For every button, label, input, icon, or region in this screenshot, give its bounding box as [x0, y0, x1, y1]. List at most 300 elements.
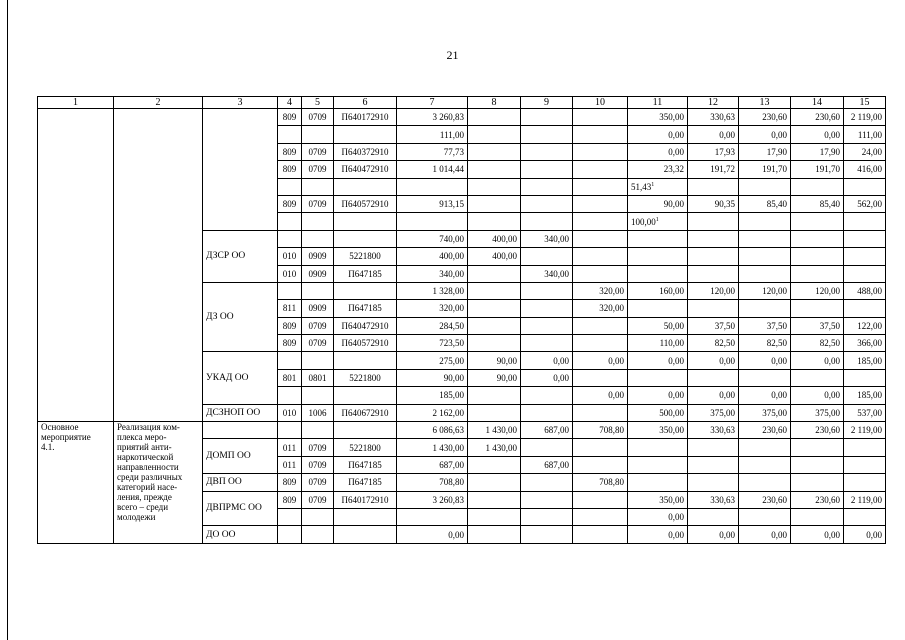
cell-value: 0,00 — [824, 355, 840, 366]
cell-col-9 — [521, 282, 573, 299]
cell-col-12 — [688, 404, 739, 421]
org-cell: ДСЗНОП ОО — [203, 404, 278, 421]
cell-value: 0,00 — [448, 529, 464, 540]
cell-value: 122,00 — [857, 320, 882, 331]
cell-col-5 — [302, 195, 334, 212]
cell-col-11 — [628, 474, 688, 491]
cell-col-10 — [573, 526, 628, 543]
cell-col-7 — [397, 526, 468, 543]
cell-col-15 — [844, 387, 886, 404]
cell-value: П640572910 — [341, 199, 389, 210]
header-col-6: 6 — [334, 97, 397, 109]
cell-value: 0,00 — [668, 529, 684, 540]
cell-col-14 — [791, 195, 844, 212]
cell-value: 230,60 — [815, 425, 840, 436]
cell-col-11 — [628, 300, 688, 317]
cell-value: 85,40 — [766, 199, 787, 210]
header-col-12: 12 — [688, 97, 739, 109]
cell-col-8 — [468, 265, 521, 282]
cell-value: 400,00 — [439, 251, 464, 262]
empty-cell — [203, 109, 278, 231]
cell-col-15 — [844, 143, 886, 160]
cell-col-5 — [302, 508, 334, 525]
cell-col-9 — [521, 404, 573, 421]
header-col-10: 10 — [573, 97, 628, 109]
cell-value: 90,00 — [443, 373, 464, 384]
cell-col-10 — [573, 422, 628, 439]
cell-col-8 — [468, 195, 521, 212]
cell-col-5 — [302, 213, 334, 230]
cell-col-14 — [791, 387, 844, 404]
activity-description-line: Реализация ком- — [117, 422, 180, 433]
cell-value: 90,00 — [496, 355, 517, 366]
cell-col-15 — [844, 109, 886, 126]
cell-col-10 — [573, 456, 628, 473]
empty-cell — [38, 109, 114, 422]
cell-value: 2 119,00 — [850, 112, 882, 123]
cell-col-13 — [739, 474, 791, 491]
cell-value: 1 430,00 — [432, 442, 464, 453]
cell-col-8 — [468, 369, 521, 386]
cell-col-12 — [688, 317, 739, 334]
cell-col-7 — [397, 456, 468, 473]
cell-col-9 — [521, 439, 573, 456]
cell-col-15 — [844, 317, 886, 334]
cell-value: 562,00 — [857, 199, 882, 210]
cell-col-5 — [302, 456, 334, 473]
cell-col-9 — [521, 195, 573, 212]
cell-value: 809 — [282, 146, 297, 157]
cell-col-14 — [791, 439, 844, 456]
cell-col-6 — [334, 526, 397, 543]
org-cell: ДВПРМС ОО — [203, 491, 278, 526]
cell-value: 801 — [282, 373, 297, 384]
cell-value: 350,00 — [659, 425, 684, 436]
cell-col-10 — [573, 474, 628, 491]
activity-description-line: направленности — [117, 462, 179, 473]
cell-col-10 — [573, 282, 628, 299]
cell-value: 0801 — [308, 373, 327, 384]
cell-value: 90,00 — [663, 199, 684, 210]
cell-value: 0,00 — [824, 390, 840, 401]
activity-description-line: всего – среди — [117, 502, 169, 513]
org-cell: ДВП ОО — [203, 474, 278, 491]
cell-value: 350,00 — [659, 494, 684, 505]
cell-col-12 — [688, 178, 739, 195]
cell-col-13 — [739, 387, 791, 404]
cell-value: 0709 — [308, 320, 327, 331]
cell-value: 811 — [282, 303, 297, 314]
cell-value: П640472910 — [341, 164, 389, 175]
cell-col-10 — [573, 213, 628, 230]
cell-value: 0,00 — [771, 355, 787, 366]
cell-col-9 — [521, 161, 573, 178]
cell-col-15 — [844, 491, 886, 508]
header-col-15: 15 — [844, 97, 886, 109]
cell-col-6 — [334, 369, 397, 386]
cell-col-14 — [791, 404, 844, 421]
cell-value: 330,63 — [710, 112, 735, 123]
cell-col-15 — [844, 282, 886, 299]
cell-value: П640572910 — [341, 338, 389, 349]
cell-value: 90,00 — [496, 373, 517, 384]
cell-col-13 — [739, 248, 791, 265]
cell-col-8 — [468, 404, 521, 421]
cell-col-13 — [739, 422, 791, 439]
cell-value: 0709 — [308, 442, 327, 453]
cell-value: 0,00 — [719, 355, 735, 366]
cell-col-12 — [688, 369, 739, 386]
org-cell: ДЗСР ОО — [203, 230, 278, 282]
cell-value: 50,00 — [663, 320, 684, 331]
cell-col-4 — [278, 404, 302, 421]
cell-col-8 — [468, 422, 521, 439]
cell-value: 185,00 — [857, 390, 882, 401]
cell-value: 0,00 — [668, 355, 684, 366]
cell-value: 120,00 — [762, 286, 787, 297]
cell-value: 51,43 — [631, 181, 652, 192]
page-margin-line — [7, 0, 8, 640]
cell-value: 0,00 — [668, 512, 684, 523]
cell-col-8 — [468, 508, 521, 525]
footnote-mark: 1 — [651, 181, 655, 188]
cell-col-12 — [688, 213, 739, 230]
cell-value: П640472910 — [341, 320, 389, 331]
cell-col-6 — [334, 248, 397, 265]
cell-col-13 — [739, 230, 791, 247]
cell-col-10 — [573, 109, 628, 126]
cell-col-6 — [334, 230, 397, 247]
cell-value: 340,00 — [439, 268, 464, 279]
cell-col-10 — [573, 369, 628, 386]
cell-col-14 — [791, 491, 844, 508]
cell-col-6 — [334, 474, 397, 491]
cell-value: 1 430,00 — [485, 425, 517, 436]
cell-col-13 — [739, 265, 791, 282]
cell-col-11 — [628, 282, 688, 299]
cell-col-7 — [397, 335, 468, 352]
cell-value: 275,00 — [439, 355, 464, 366]
cell-col-12 — [688, 126, 739, 143]
cell-col-15 — [844, 161, 886, 178]
cell-col-7 — [397, 178, 468, 195]
cell-value: 120,00 — [815, 286, 840, 297]
cell-col-13 — [739, 456, 791, 473]
cell-value: 0,00 — [771, 390, 787, 401]
cell-col-15 — [844, 195, 886, 212]
cell-col-9 — [521, 230, 573, 247]
activity-description-line: плекса меро- — [117, 432, 167, 443]
cell-col-10 — [573, 143, 628, 160]
cell-col-7 — [397, 404, 468, 421]
cell-col-7 — [397, 109, 468, 126]
cell-col-4 — [278, 317, 302, 334]
table-row — [38, 422, 886, 439]
cell-col-8 — [468, 230, 521, 247]
table-row — [38, 109, 886, 126]
cell-col-4 — [278, 422, 302, 439]
cell-col-5 — [302, 387, 334, 404]
cell-col-4 — [278, 109, 302, 126]
cell-col-11 — [628, 126, 688, 143]
cell-col-4 — [278, 352, 302, 369]
cell-col-9 — [521, 265, 573, 282]
cell-value: 1 014,44 — [432, 164, 464, 175]
cell-value: 284,50 — [439, 320, 464, 331]
cell-col-13 — [739, 213, 791, 230]
cell-col-4 — [278, 526, 302, 543]
cell-value: 708,80 — [439, 477, 464, 488]
cell-value: 111,00 — [857, 129, 882, 140]
cell-value: 5221800 — [349, 373, 381, 384]
cell-col-7 — [397, 352, 468, 369]
cell-value: П647185 — [348, 477, 382, 488]
activity-name — [38, 422, 114, 544]
cell-col-15 — [844, 404, 886, 421]
cell-col-13 — [739, 508, 791, 525]
cell-value: 23,32 — [663, 164, 684, 175]
cell-col-6 — [334, 404, 397, 421]
cell-col-8 — [468, 126, 521, 143]
cell-col-15 — [844, 126, 886, 143]
cell-col-12 — [688, 161, 739, 178]
cell-value: 5221800 — [349, 251, 381, 262]
cell-value: 010 — [282, 251, 297, 262]
cell-col-11 — [628, 369, 688, 386]
cell-col-4 — [278, 265, 302, 282]
cell-value: 0709 — [308, 112, 327, 123]
cell-col-14 — [791, 248, 844, 265]
cell-value: 17,90 — [766, 146, 787, 157]
cell-col-4 — [278, 230, 302, 247]
cell-col-5 — [302, 335, 334, 352]
cell-value: 340,00 — [544, 233, 569, 244]
cell-col-4 — [278, 335, 302, 352]
cell-value: 0,00 — [866, 529, 882, 540]
header-col-11: 11 — [628, 97, 688, 109]
cell-value: 3 260,83 — [432, 112, 464, 123]
cell-value: 191,70 — [815, 164, 840, 175]
cell-col-7 — [397, 265, 468, 282]
cell-col-6 — [334, 317, 397, 334]
cell-col-13 — [739, 178, 791, 195]
cell-value: П640172910 — [341, 494, 389, 505]
cell-col-6 — [334, 282, 397, 299]
cell-value: 100,00 — [631, 216, 656, 227]
cell-col-14 — [791, 126, 844, 143]
cell-value: 6 086,63 — [432, 425, 464, 436]
cell-col-7 — [397, 300, 468, 317]
activity-name-line: 4.1. — [41, 442, 55, 453]
cell-col-7 — [397, 126, 468, 143]
cell-col-14 — [791, 369, 844, 386]
cell-col-6 — [334, 178, 397, 195]
cell-col-14 — [791, 230, 844, 247]
cell-col-4 — [278, 439, 302, 456]
cell-value: 0,00 — [553, 355, 569, 366]
cell-value: 110,00 — [659, 338, 684, 349]
cell-col-10 — [573, 335, 628, 352]
cell-col-7 — [397, 369, 468, 386]
cell-value: 160,00 — [659, 286, 684, 297]
cell-value: 1 430,00 — [485, 442, 517, 453]
cell-col-6 — [334, 456, 397, 473]
cell-value: 320,00 — [599, 303, 624, 314]
cell-value: 5221800 — [349, 442, 381, 453]
cell-col-11 — [628, 161, 688, 178]
cell-col-13 — [739, 369, 791, 386]
cell-col-8 — [468, 161, 521, 178]
cell-col-4 — [278, 456, 302, 473]
cell-value: 0,00 — [771, 529, 787, 540]
activity-description-line: среди различных — [117, 472, 183, 483]
cell-col-11 — [628, 213, 688, 230]
cell-col-9 — [521, 526, 573, 543]
cell-col-9 — [521, 422, 573, 439]
budget-table — [37, 96, 886, 544]
cell-col-14 — [791, 335, 844, 352]
cell-col-15 — [844, 213, 886, 230]
cell-col-10 — [573, 300, 628, 317]
cell-col-8 — [468, 248, 521, 265]
cell-col-5 — [302, 491, 334, 508]
cell-col-9 — [521, 369, 573, 386]
cell-value: 17,90 — [819, 146, 840, 157]
header-col-3: 3 — [203, 97, 278, 109]
cell-value: 0709 — [308, 460, 327, 470]
cell-value: 340,00 — [544, 268, 569, 279]
cell-col-8 — [468, 456, 521, 473]
cell-col-9 — [521, 300, 573, 317]
cell-col-5 — [302, 439, 334, 456]
cell-col-9 — [521, 352, 573, 369]
cell-col-12 — [688, 508, 739, 525]
cell-col-15 — [844, 474, 886, 491]
cell-col-13 — [739, 161, 791, 178]
cell-col-4 — [278, 161, 302, 178]
cell-col-15 — [844, 265, 886, 282]
cell-col-5 — [302, 178, 334, 195]
cell-value: 0,00 — [668, 390, 684, 401]
header-col-4: 4 — [278, 97, 302, 109]
cell-col-9 — [521, 335, 573, 352]
cell-value: 85,40 — [819, 199, 840, 210]
cell-col-9 — [521, 387, 573, 404]
cell-col-13 — [739, 352, 791, 369]
cell-value: 1006 — [308, 407, 327, 418]
cell-col-14 — [791, 422, 844, 439]
cell-value: 0909 — [308, 268, 327, 279]
cell-col-7 — [397, 282, 468, 299]
activity-description — [114, 422, 203, 544]
header-col-8: 8 — [468, 97, 521, 109]
cell-col-9 — [521, 456, 573, 473]
cell-col-12 — [688, 109, 739, 126]
cell-col-10 — [573, 352, 628, 369]
cell-col-9 — [521, 491, 573, 508]
org-cell: ДЗ ОО — [203, 282, 278, 352]
page-number: 21 — [446, 48, 459, 62]
cell-col-11 — [628, 404, 688, 421]
cell-col-12 — [688, 422, 739, 439]
cell-col-11 — [628, 265, 688, 282]
cell-col-10 — [573, 195, 628, 212]
cell-value: 2 119,00 — [850, 494, 882, 505]
cell-value: 708,80 — [599, 477, 624, 488]
cell-col-14 — [791, 109, 844, 126]
cell-col-6 — [334, 109, 397, 126]
cell-value: 37,50 — [766, 320, 787, 331]
cell-col-11 — [628, 178, 688, 195]
header-col-13: 13 — [739, 97, 791, 109]
cell-col-13 — [739, 491, 791, 508]
cell-value: 010 — [282, 268, 297, 279]
cell-col-14 — [791, 213, 844, 230]
cell-col-8 — [468, 282, 521, 299]
activity-description-line: приятий анти- — [117, 442, 172, 453]
cell-col-5 — [302, 161, 334, 178]
cell-col-13 — [739, 404, 791, 421]
cell-value: 0909 — [308, 303, 327, 314]
cell-col-7 — [397, 195, 468, 212]
cell-col-5 — [302, 282, 334, 299]
cell-col-12 — [688, 387, 739, 404]
cell-col-5 — [302, 126, 334, 143]
cell-value: 687,00 — [544, 425, 569, 436]
cell-value: 010 — [282, 407, 297, 418]
empty-cell — [203, 422, 278, 439]
cell-value: 366,00 — [857, 338, 882, 349]
cell-col-8 — [468, 474, 521, 491]
cell-col-9 — [521, 508, 573, 525]
cell-value: 330,63 — [710, 425, 735, 436]
activity-description-line: молодежи — [117, 512, 156, 523]
cell-value: 0,00 — [553, 373, 569, 384]
cell-value: 1 328,00 — [432, 286, 464, 297]
cell-col-6 — [334, 213, 397, 230]
cell-col-6 — [334, 195, 397, 212]
cell-col-7 — [397, 248, 468, 265]
cell-col-11 — [628, 387, 688, 404]
cell-value: 687,00 — [544, 460, 569, 470]
org-cell: ДОМП ОО — [203, 439, 278, 474]
cell-value: 0,00 — [668, 146, 684, 157]
cell-col-14 — [791, 474, 844, 491]
cell-col-6 — [334, 126, 397, 143]
cell-col-5 — [302, 526, 334, 543]
table-header-row — [38, 97, 886, 109]
cell-col-13 — [739, 439, 791, 456]
cell-col-10 — [573, 317, 628, 334]
cell-col-12 — [688, 248, 739, 265]
cell-value: 809 — [282, 112, 297, 123]
cell-col-10 — [573, 508, 628, 525]
cell-col-8 — [468, 143, 521, 160]
cell-col-10 — [573, 265, 628, 282]
cell-col-12 — [688, 352, 739, 369]
cell-col-5 — [302, 230, 334, 247]
cell-col-8 — [468, 439, 521, 456]
cell-col-6 — [334, 335, 397, 352]
cell-col-7 — [397, 213, 468, 230]
cell-col-11 — [628, 439, 688, 456]
cell-col-11 — [628, 230, 688, 247]
cell-col-12 — [688, 456, 739, 473]
cell-col-10 — [573, 126, 628, 143]
header-col-1: 1 — [38, 97, 114, 109]
cell-value: 708,80 — [599, 425, 624, 436]
activity-description-line: категорий насе- — [117, 482, 178, 493]
